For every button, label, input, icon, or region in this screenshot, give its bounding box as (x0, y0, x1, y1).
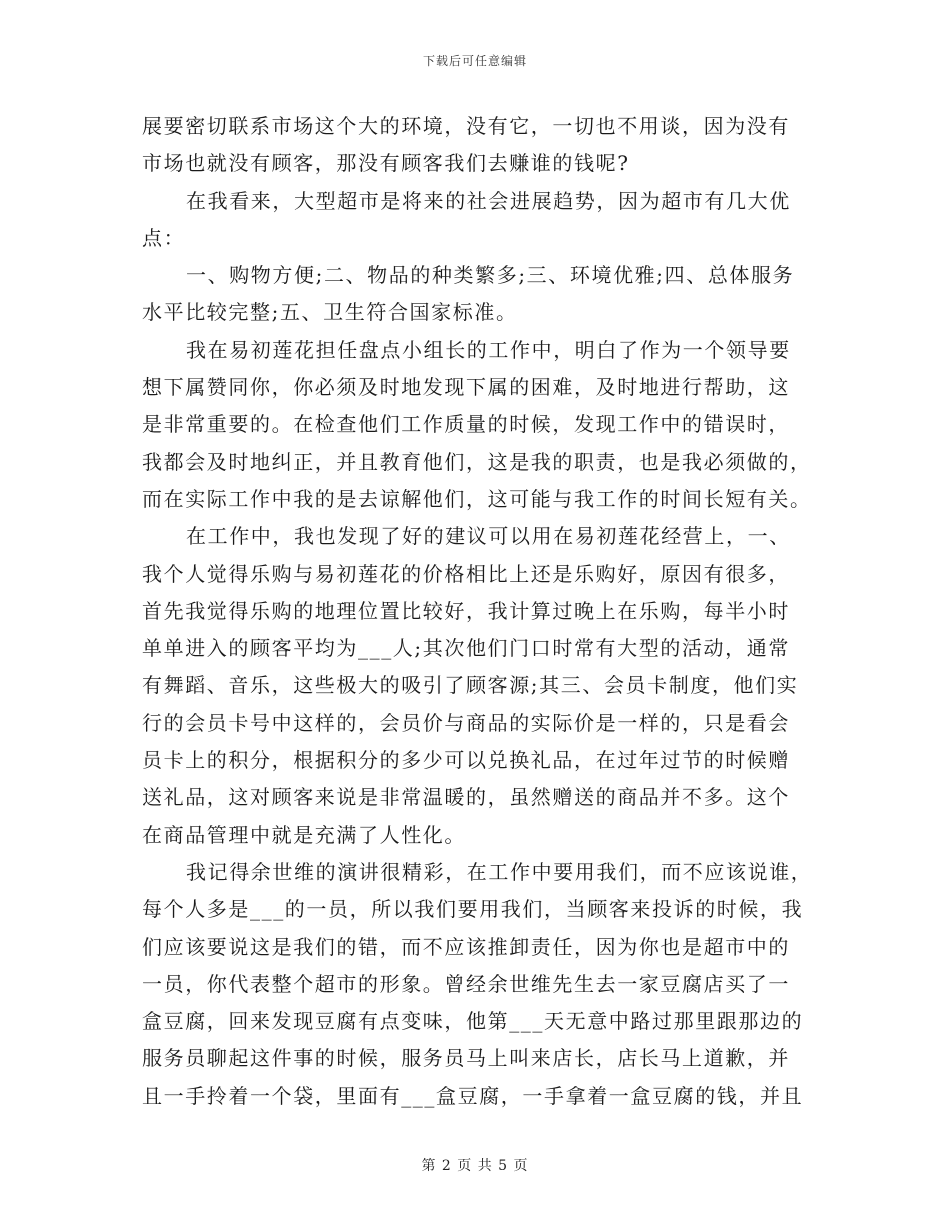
text-line: 行的会员卡号中这样的，会员价与商品的实际价是一样的，只是看会 (142, 710, 790, 735)
text-line: 每个人多是___的一员，所以我们要用我们，当顾客来投诉的时候，我 (142, 897, 804, 922)
page-footer: 第 2 页 共 5 页 (421, 1158, 529, 1174)
text-line: 们应该要说这是我们的错，而不应该推卸责任，因为你也是超市中的 (142, 934, 790, 959)
text-line: 一员，你代表整个超市的形象。曾经余世维先生去一家豆腐店买了一 (142, 971, 790, 996)
text-line: 水平比较完整;五、卫生符合国家标准。 (142, 300, 518, 325)
page-header: 下载后可任意编辑 (422, 54, 527, 68)
text-line: 首先我觉得乐购的地理位置比较好，我计算过晚上在乐购，每半小时 (142, 598, 790, 623)
text-line: 我记得余世维的演讲很精彩，在工作中要用我们，而不应该说谁， (186, 859, 813, 884)
text-line: 我在易初莲花担任盘点小组长的工作中，明白了作为一个领导要 (186, 337, 791, 362)
text-line: 展要密切联系市场这个大的环境，没有它，一切也不用谈，因为没有 (142, 114, 790, 138)
text-line: 市场也就没有顾客，那没有顾客我们去赚谁的钱呢? (142, 151, 630, 176)
text-line: 在工作中，我也发现了好的建议可以用在易初莲花经营上，一、 (186, 524, 791, 549)
text-line: 送礼品，这对顾客来说是非常温暖的，虽然赠送的商品并不多。这个 (142, 785, 790, 810)
text-line: 单单进入的顾客平均为___人;其次他们门口时常有大型的活动，通常 (142, 636, 790, 661)
text-line: 一、购物方便;二、物品的种类繁多;三、环境优雅;四、总体服务 (186, 263, 795, 288)
text-line: 想下属赞同你，你必须及时地发现下属的困难，及时地进行帮助，这 (142, 375, 790, 400)
text-line: 我个人觉得乐购与易初莲花的价格相比上还是乐购好，原因有很多， (142, 561, 790, 586)
text-line: 员卡上的积分，根据积分的多少可以兑换礼品，在过年过节的时候赠 (142, 748, 790, 773)
text-line: 而在实际工作中我的是去谅解他们，这可能与我工作的时间长短有关。 (142, 486, 812, 511)
text-line: 服务员聊起这件事的时候，服务员马上叫来店长，店长马上道歉，并 (142, 1046, 790, 1071)
text-line: 是非常重要的。在检查他们工作质量的时候，发现工作中的错误时， (142, 412, 790, 437)
text-line: 盒豆腐，回来发现豆腐有点变味，他第___天无意中路过那里跟那边的 (142, 1009, 804, 1034)
text-line: 在我看来，大型超市是将来的社会进展趋势，因为超市有几大优 (186, 188, 791, 213)
text-line: 有舞蹈、音乐，这些极大的吸引了顾客源;其三、会员卡制度，他们实 (142, 673, 799, 698)
text-line: 点： (142, 225, 186, 250)
text-line: 且一手拎着一个袋，里面有___盒豆腐，一手拿着一盒豆腐的钱，并且 (142, 1083, 804, 1108)
text-line: 我都会及时地纠正，并且教育他们，这是我的职责，也是我必须做的， (142, 449, 812, 474)
document-body (142, 108, 814, 1115)
text-line: 在商品管理中就是充满了人性化。 (142, 822, 466, 847)
